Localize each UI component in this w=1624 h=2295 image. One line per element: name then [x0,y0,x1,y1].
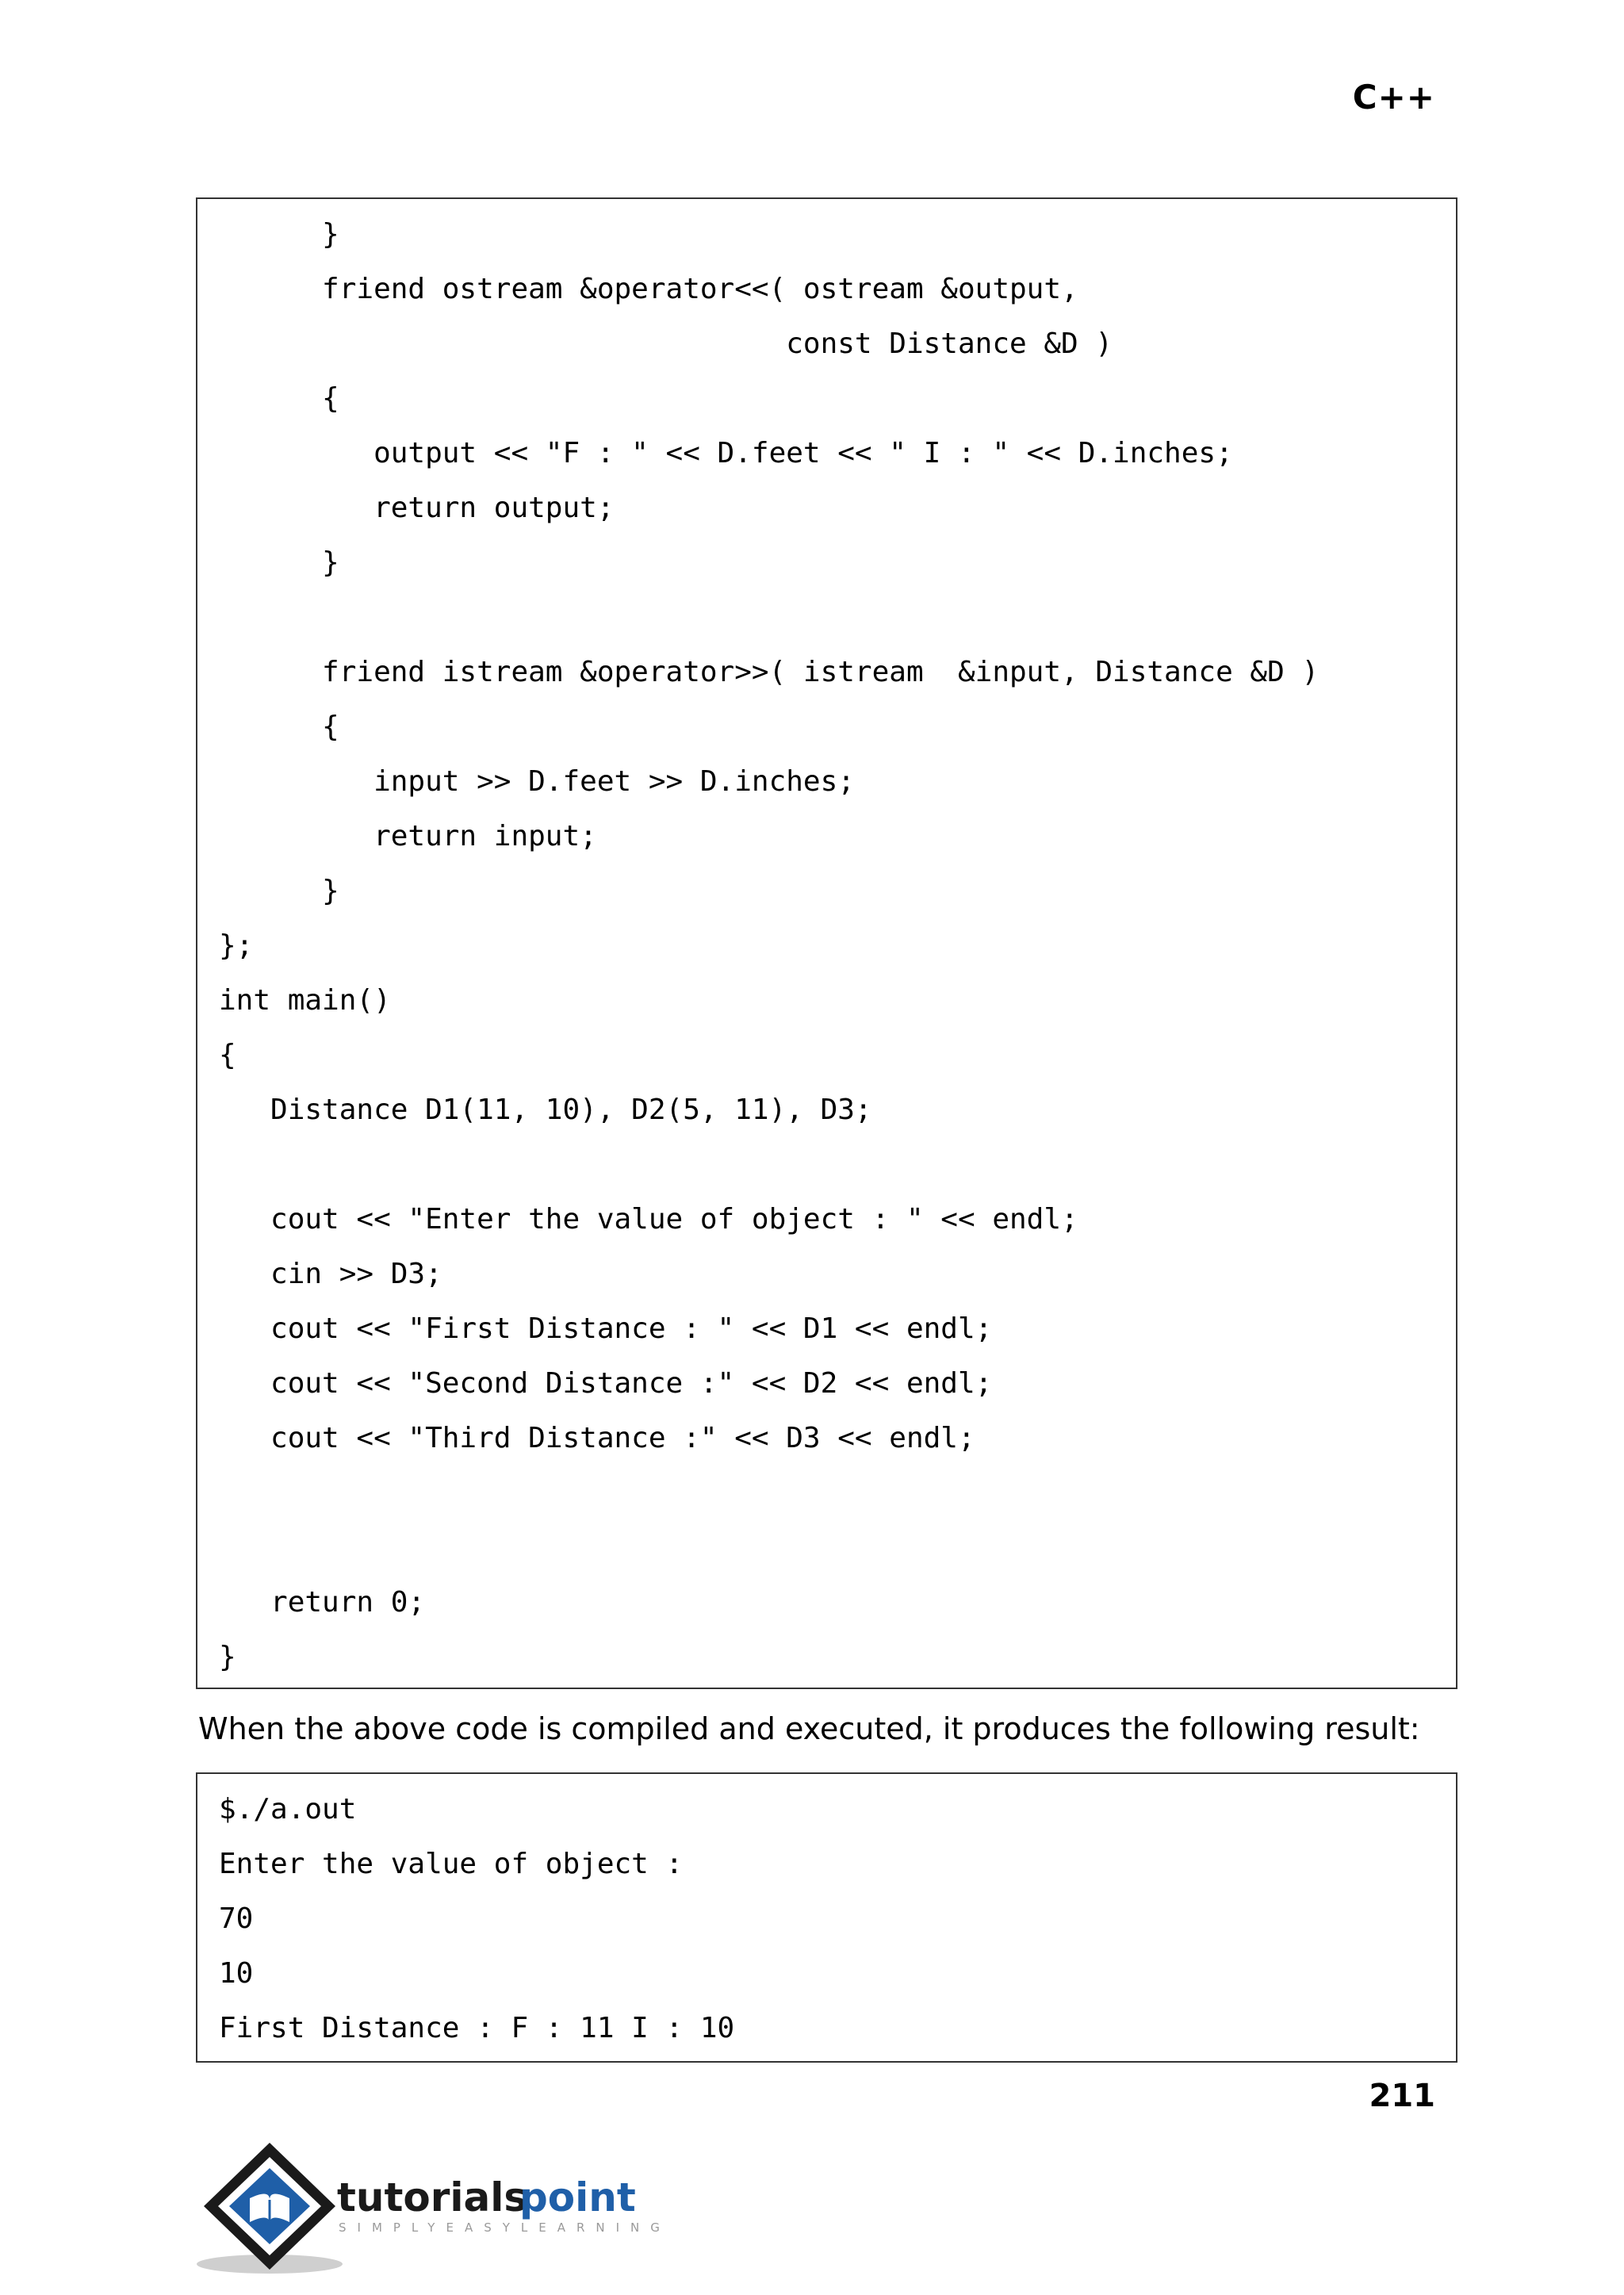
code-line: input >> D.feet >> D.inches; [219,765,855,798]
code-line: } [219,875,339,907]
code-line: } [219,1641,236,1673]
output-line: Enter the value of object : [219,1848,684,1880]
logo-text-point: point [519,2174,636,2220]
tutorialspoint-logo [194,2133,686,2284]
code-line: friend istream &operator>>( istream &input, Distance &D ) [219,656,1320,688]
code-line: { [219,711,339,743]
code-line: { [219,1039,236,1071]
code-line: cout << "First Distance : " << D1 << endl; [219,1312,993,1345]
code-line: output << "F : " << D.feet << " I : " << D.inches; [219,437,1233,469]
code-line: cout << "Second Distance :" << D2 << endl; [219,1367,993,1400]
document-title: C++ [1352,78,1435,117]
logo-text-tutorials: tutorials [337,2174,528,2220]
code-line: cout << "Third Distance :" << D3 << endl; [219,1422,975,1454]
code-line: cin >> D3; [219,1258,442,1290]
logo-wordmark [337,2174,671,2235]
code-line: return 0; [219,1586,426,1619]
code-line: Distance D1(11, 10), D2(5, 11), D3; [219,1094,872,1126]
code-line: friend ostream &operator<<( ostream &output, [219,273,1078,305]
code-block [196,197,1457,1689]
output-block [196,1772,1457,2063]
code-line: { [219,382,339,415]
code-line: } [219,218,339,251]
code-line: const Distance &D ) [219,328,1113,360]
code-line: return output; [219,492,615,524]
code-line: int main() [219,984,391,1017]
code-line: return input; [219,820,597,852]
code-line: cout << "Enter the value of object : " << endl; [219,1203,1078,1236]
code-line: }; [219,929,254,962]
output-line: $./a.out [219,1793,357,1826]
page-number: 211 [1369,2078,1435,2114]
code-line: } [219,546,339,579]
output-line: 10 [219,1957,254,1990]
output-line: 70 [219,1902,254,1935]
logo-tagline: SIMPLYEASYLEARNING [339,2220,671,2235]
result-description: When the above code is compiled and executed, it produces the following result: [198,1711,1420,1746]
output-line: First Distance : F : 11 I : 10 [219,2012,735,2044]
